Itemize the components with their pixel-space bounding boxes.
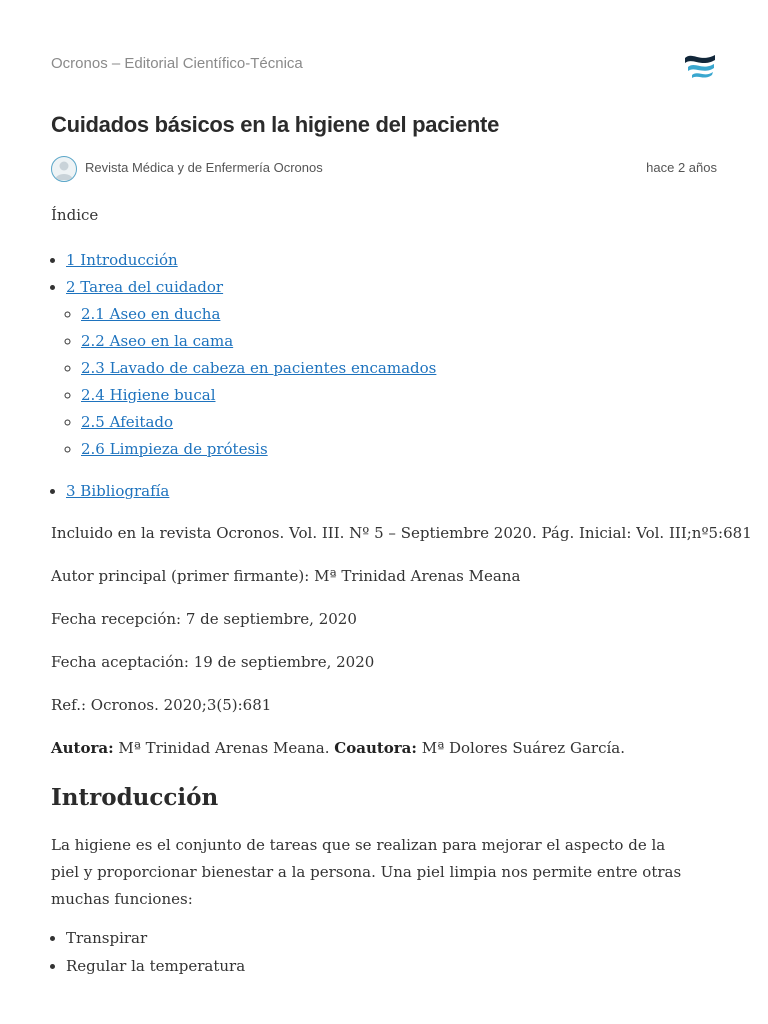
reference: Ref.: Ocronos. 2020;3(5):681 bbox=[51, 696, 272, 714]
toc-title: Índice bbox=[51, 206, 99, 224]
toc-subitem bbox=[81, 301, 717, 328]
toc-link-tarea-cuidador[interactable]: 2 Tarea del cuidador bbox=[66, 278, 224, 296]
toc-subitem bbox=[81, 382, 717, 409]
author-link[interactable]: Revista Médica y de Enfermería Ocronos bbox=[85, 160, 323, 175]
site-header bbox=[51, 50, 717, 86]
toc-subitem bbox=[81, 436, 717, 463]
toc-link-limpieza-protesis[interactable]: 2.6 Limpieza de prótesis bbox=[81, 440, 268, 458]
accepted-date: Fecha aceptación: 19 de septiembre, 2020 bbox=[51, 653, 375, 671]
toc-link-lavado-cabeza[interactable]: 2.3 Lavado de cabeza en pacientes encamados bbox=[81, 359, 437, 377]
toc-link-aseo-cama[interactable]: 2.2 Aseo en la cama bbox=[81, 332, 234, 350]
toc-link-bibliografia[interactable]: 3 Bibliografía bbox=[66, 482, 170, 500]
toc-item bbox=[66, 274, 717, 463]
toc-subitem bbox=[81, 328, 717, 355]
post-title: Cuidados básicos en la higiene del paciente bbox=[51, 112, 500, 137]
list-item: • Transpirar bbox=[66, 924, 717, 952]
intro-paragraph: La higiene es el conjunto de tareas que se realizan para mejorar el aspecto de la piel y proporcionar bienestar a la persona. Una piel limpia nos permite entre otras muchas funciones: bbox=[51, 836, 682, 908]
journal-info: Incluido en la revista Ocronos. Vol. III. Nº 5 – Septiembre 2020. Pág. Inicial: Vol. III;nº5:681 bbox=[51, 524, 752, 542]
received-date: Fecha recepción: 7 de septiembre, 2020 bbox=[51, 610, 357, 628]
toc-sublist bbox=[66, 301, 717, 463]
list-item: • Regular la temperatura bbox=[66, 952, 717, 980]
coauthor-label: Coautora: bbox=[334, 739, 417, 757]
post-date: hace 2 años bbox=[646, 160, 717, 175]
table-of-contents bbox=[51, 247, 717, 505]
toc-item bbox=[66, 247, 717, 274]
toc-link-afeitado[interactable]: 2.5 Afeitado bbox=[81, 413, 174, 431]
author-value: Mª Trinidad Arenas Meana. bbox=[113, 739, 335, 757]
toc-subitem bbox=[81, 355, 717, 382]
main-author-info: Autor principal (primer firmante): Mª Trinidad Arenas Meana bbox=[51, 567, 521, 585]
toc-link-introduccion[interactable]: 1 Introducción bbox=[66, 251, 178, 269]
authors-line bbox=[51, 735, 717, 762]
toc-link-aseo-ducha[interactable]: 2.1 Aseo en ducha bbox=[81, 305, 221, 323]
ocronos-logo-icon[interactable] bbox=[683, 50, 717, 82]
toc-link-higiene-bucal[interactable]: 2.4 Higiene bucal bbox=[81, 386, 216, 404]
author-label: Autora: bbox=[51, 739, 114, 757]
article-content bbox=[51, 202, 752, 980]
author-avatar bbox=[51, 156, 77, 182]
article-info bbox=[51, 520, 752, 762]
section-heading-introduccion: Introducción bbox=[51, 784, 219, 811]
coauthor-value: Mª Dolores Suárez García. bbox=[416, 739, 625, 757]
functions-list bbox=[51, 924, 717, 980]
site-title-link[interactable]: Ocronos – Editorial Científico-Técnica bbox=[51, 55, 303, 72]
toc-subitem bbox=[81, 409, 717, 436]
toc-item bbox=[66, 478, 717, 505]
post-meta bbox=[51, 156, 717, 182]
